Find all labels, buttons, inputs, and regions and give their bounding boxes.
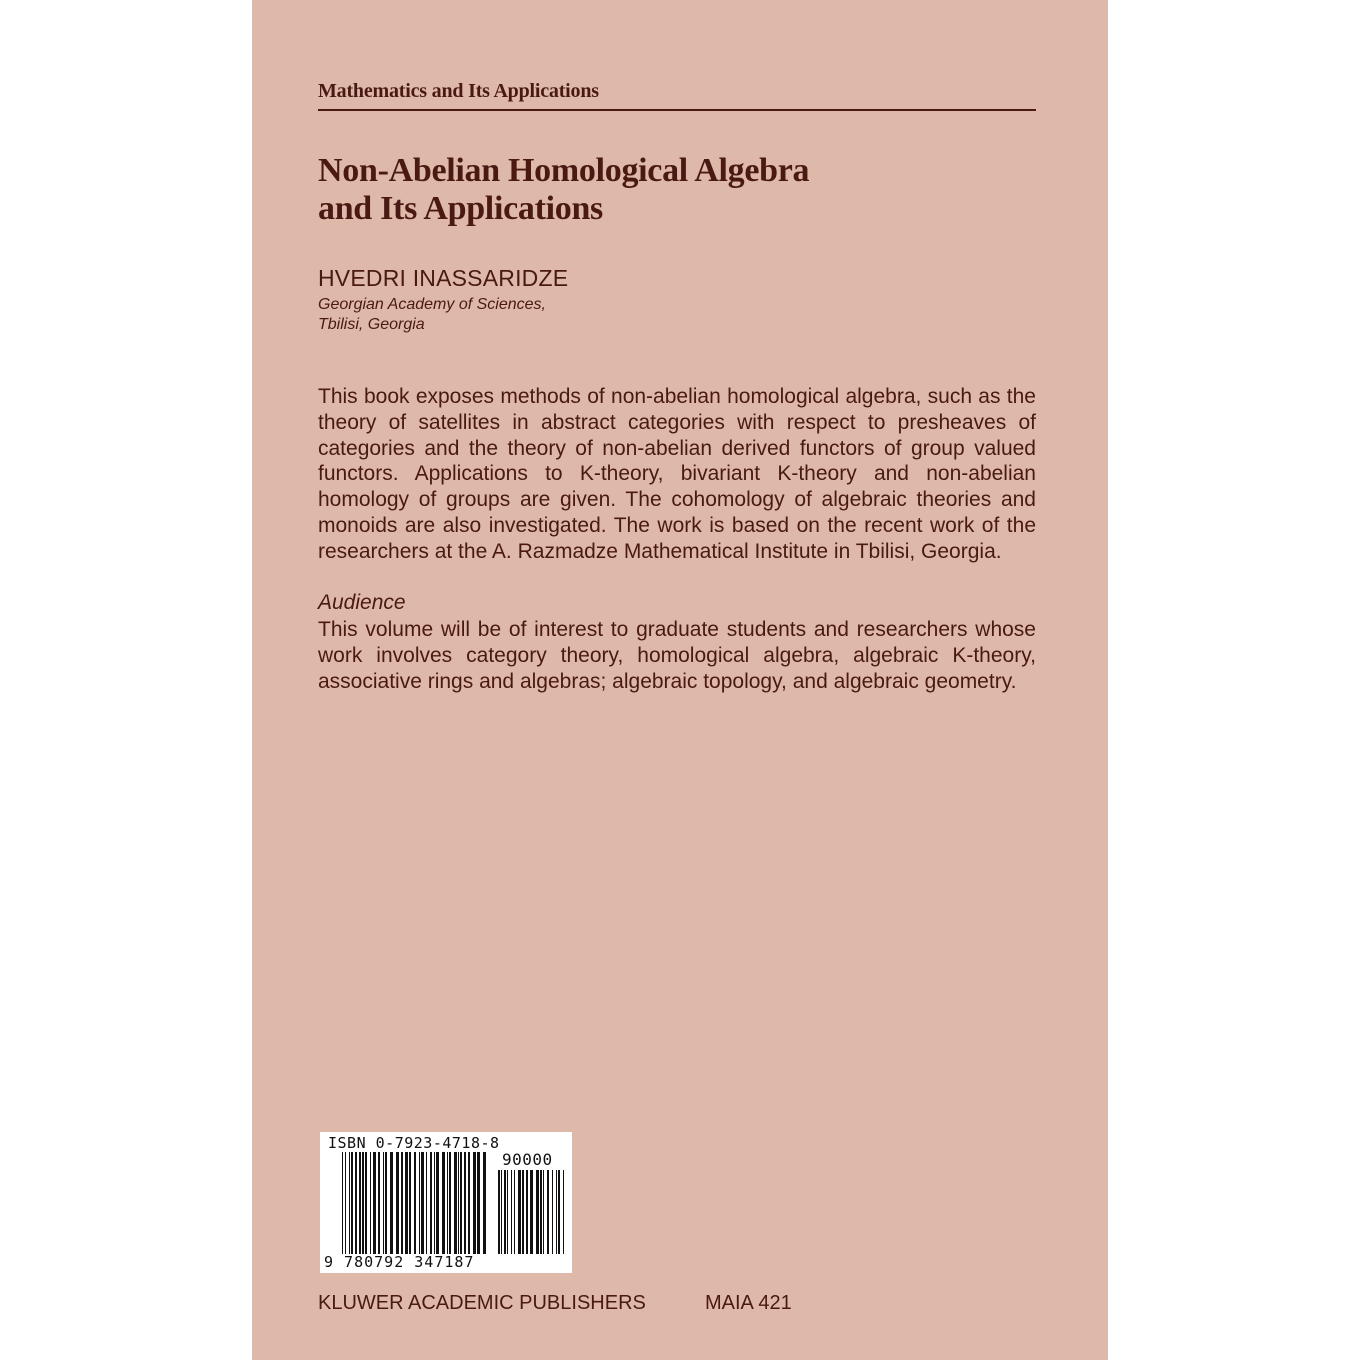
barcode-addon-bar <box>547 1170 549 1254</box>
barcode-bar <box>436 1152 439 1254</box>
author-name: HVEDRI INASSARIDZE <box>318 265 569 291</box>
barcode-bar <box>447 1152 448 1254</box>
barcode-bar <box>468 1152 470 1254</box>
barcode-addon-bar <box>498 1170 500 1254</box>
audience-text: This volume will be of interest to graduate students and researchers whose work involves category theory, homological algebra, algebraic K-theory, associative rings and algebras; algebraic topology, and algebraic geometry. <box>318 618 1036 693</box>
barcode-bar <box>458 1152 459 1254</box>
barcode-bar <box>383 1152 384 1254</box>
barcode-bar <box>426 1152 427 1254</box>
barcode-bar <box>464 1152 466 1254</box>
isbn-label: ISBN 0-7923-4718-8 <box>328 1134 500 1152</box>
barcode-addon-bar <box>507 1170 508 1254</box>
barcode-addon-bar <box>526 1170 528 1254</box>
barcode-bar <box>454 1152 457 1254</box>
barcode-addon-bar <box>543 1170 544 1254</box>
affiliation-line-1: Georgian Academy of Sciences, <box>318 296 546 313</box>
barcode-bar <box>401 1152 403 1254</box>
barcode-addon-bar <box>518 1170 521 1254</box>
barcode-bar <box>390 1152 393 1254</box>
barcode-bar <box>362 1152 364 1254</box>
barcode-bar <box>405 1152 408 1254</box>
barcode-bar <box>414 1152 416 1254</box>
barcode-bar <box>409 1152 411 1254</box>
back-cover <box>252 0 1108 1360</box>
book-description: This book exposes methods of non-abelian homological algebra, such as the theory of satellites in abstract categories with respect to presheaves of categories and the theory of non-abelian derived functors of group valued functors. Applications to K-theory, bivariant K-theory and non-abelian homology of groups are given. The cohomology of algebraic theories and monoids are also investigated. The work is based on the recent work of the researchers at the A. Razmadze Mathematical Institute in Tbilisi, Georgia. <box>318 385 1036 563</box>
barcode-bar <box>396 1152 399 1254</box>
barcode-bar <box>351 1152 353 1254</box>
barcode-addon-bar <box>552 1170 553 1254</box>
barcode-addon-bar <box>530 1170 533 1254</box>
barcode-bar <box>365 1152 367 1254</box>
series-code: MAIA 421 <box>705 1292 792 1314</box>
barcode-bar <box>355 1152 357 1254</box>
title-line-1: Non-Abelian Homological Algebra <box>318 152 810 189</box>
barcode-addon-bar <box>504 1170 506 1254</box>
audience-heading: Audience <box>318 591 406 614</box>
isbn-barcode <box>320 1132 572 1273</box>
barcode-bar <box>378 1152 380 1254</box>
barcode-bar <box>373 1152 376 1254</box>
barcode-addon-bar <box>563 1170 564 1254</box>
barcode-bar <box>434 1152 435 1254</box>
ean-number: 9 780792 347187 <box>324 1253 475 1271</box>
barcode-bar <box>460 1152 462 1254</box>
barcode-bar <box>342 1152 343 1254</box>
title-line-2: and Its Applications <box>318 190 603 227</box>
barcode-addon-bar <box>556 1170 557 1254</box>
barcode-addon-bar <box>558 1170 560 1254</box>
series-name: Mathematics and Its Applications <box>318 80 599 102</box>
barcode-bar <box>370 1152 371 1254</box>
barcode-bar <box>430 1152 432 1254</box>
barcode-bar <box>421 1152 424 1254</box>
publisher-name: KLUWER ACADEMIC PUBLISHERS <box>318 1292 646 1314</box>
barcode-addon-bar <box>514 1170 515 1254</box>
barcode-bar <box>359 1152 361 1254</box>
barcode-bar <box>385 1152 387 1254</box>
author-affiliation <box>318 295 546 335</box>
book-title <box>318 152 1036 228</box>
barcode-addon-bar <box>511 1170 512 1254</box>
barcode-addon-bar <box>501 1170 502 1254</box>
barcode-addon-bar <box>536 1170 539 1254</box>
barcode-bar <box>345 1152 346 1254</box>
barcode-bar <box>419 1152 420 1254</box>
barcode-bar <box>442 1152 445 1254</box>
series-divider <box>318 109 1036 111</box>
barcode-addon-bar <box>522 1170 524 1254</box>
barcode-bar <box>483 1152 486 1254</box>
barcode-addon-bar <box>540 1170 542 1254</box>
barcode-bar <box>349 1152 350 1254</box>
barcode-bar <box>477 1152 480 1254</box>
price-code: 90000 <box>502 1150 553 1169</box>
barcode-bar <box>449 1152 451 1254</box>
affiliation-line-2: Tbilisi, Georgia <box>318 316 425 333</box>
barcode-bar <box>473 1152 476 1254</box>
